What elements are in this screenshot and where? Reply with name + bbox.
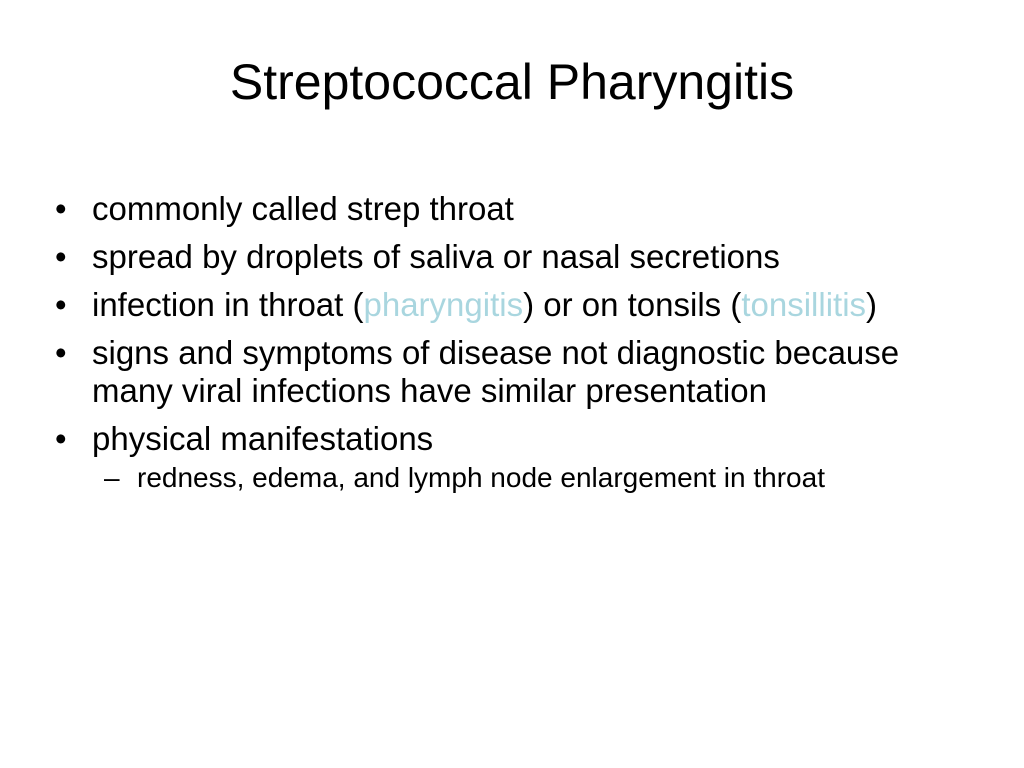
- highlighted-term-pharyngitis: pharyngitis: [363, 286, 524, 323]
- bullet-marker: •: [55, 420, 67, 457]
- bullet-marker: •: [55, 334, 67, 371]
- bullet-text: physical manifestations: [92, 420, 434, 457]
- bullet-marker: •: [55, 190, 67, 227]
- bullet-text-segment: ) or on tonsils (: [523, 286, 742, 323]
- sub-bullet-text: redness, edema, and lymph node enlargement in throat: [137, 462, 825, 493]
- slide-title: Streptococcal Pharyngitis: [229, 54, 795, 110]
- bullet-text: [92, 286, 877, 323]
- bullet-text: spread by droplets of saliva or nasal secretions: [92, 238, 780, 275]
- bullet-marker: •: [55, 286, 67, 323]
- bullet-item: [55, 190, 955, 228]
- bullet-marker: •: [55, 238, 67, 275]
- bullet-text: signs and symptoms of disease not diagnostic because many viral infections have similar presentation: [92, 334, 900, 409]
- sub-bullet-list: [92, 462, 955, 494]
- bullet-text-segment: ): [866, 286, 878, 323]
- bullet-text-segment: infection in throat (: [92, 286, 364, 323]
- bullet-item: [55, 420, 955, 494]
- bullet-item: [55, 286, 955, 324]
- bullet-item: [55, 334, 955, 410]
- sub-bullet-item: [92, 462, 955, 494]
- sub-bullet-marker: –: [104, 462, 120, 493]
- bullet-text: commonly called strep throat: [92, 190, 514, 227]
- bullet-list: [55, 190, 955, 504]
- bullet-item: [55, 238, 955, 276]
- highlighted-term-tonsillitis: tonsillitis: [741, 286, 867, 323]
